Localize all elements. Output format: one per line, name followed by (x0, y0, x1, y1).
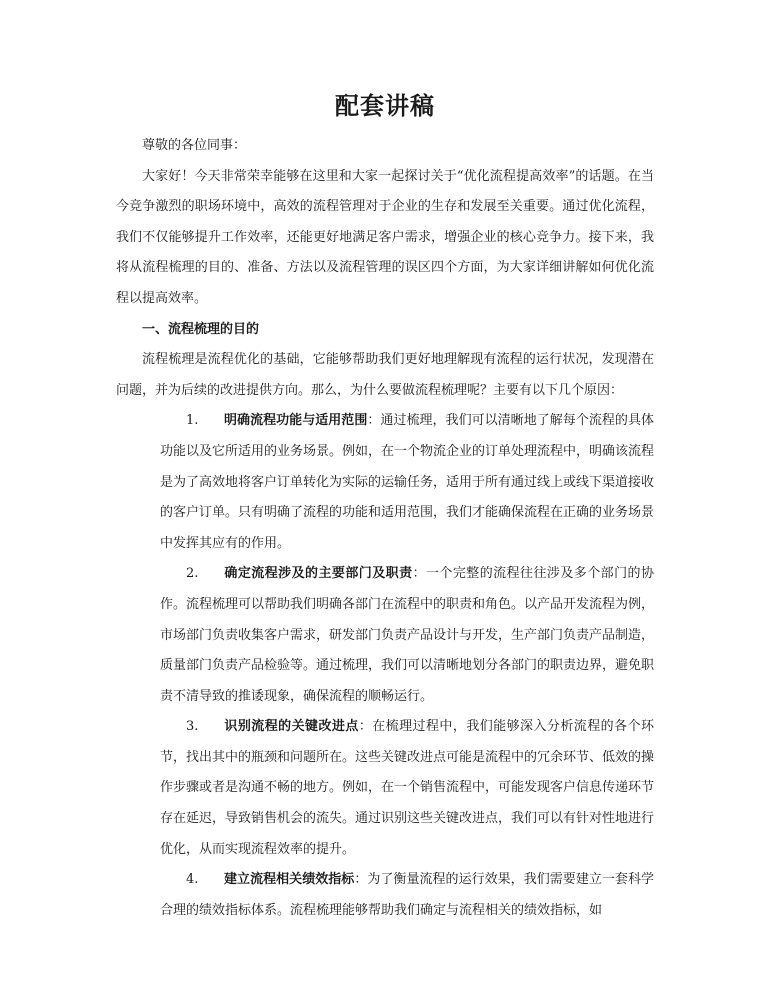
list-item-heading: 建立流程相关绩效指标 (224, 872, 355, 888)
list-item-number: 2. (186, 566, 199, 582)
list-item-body: ：在梳理过程中，我们能够深入分析流程的各个环节，找出其中的瓶颈和问题所在。这些关键改进点可能是流程中的冗余环节、低效的操作步骤或者是沟通不畅的地方。例如，在一个销售流程中，可能发现客户信息传递环节存在延迟，导致销售机会的流失。通过识别这些关键改进点，我们可以有针对性地进行优化，从而实现流程效率的提升。 (160, 719, 655, 857)
list-item-heading: 确定流程涉及的主要部门及职责 (224, 566, 413, 582)
list-item-number: 3. (186, 719, 199, 735)
list-item-number: 1. (186, 413, 199, 429)
salutation: 尊敬的各位同事： (142, 138, 247, 153)
list-item (160, 406, 654, 559)
list-item (160, 559, 654, 712)
list-item-body: ：一个完整的流程往往涉及多个部门的协作。流程梳理可以帮助我们明确各部门在流程中的职责和角色。以产品开发流程为例，市场部门负责收集客户需求，研发部门负责产品设计与开发，生产部门负责产品制造，质量部门负责产品检验等。通过梳理，我们可以清晰地划分各部门的职责边界，避免职责不清导致的推诿现象，确保流程的顺畅运行。 (160, 566, 655, 704)
list-item-heading: 识别流程的关键改进点 (224, 719, 359, 735)
list-item (160, 712, 654, 865)
list-item (160, 865, 654, 926)
section-heading: 一、流程梳理的目的 (142, 321, 260, 337)
list-item-body: ：通过梳理，我们可以清晰地了解每个流程的具体功能以及它所适用的业务场景。例如，在一个物流企业的订单处理流程中，明确该流程是为了高效地将客户订单转化为实际的运输任务，适用于所有通过线上或线下渠道接收的客户订单。只有明确了流程的功能和适用范围，我们才能确保流程在正确的业务场景中发挥其应有的作用。 (160, 413, 655, 551)
intro-paragraph: 大家好！今天非常荣幸能够在这里和大家一起探讨关于“优化流程提高效率”的话题。在当今竞争激烈的职场环境中，高效的流程管理对于企业的生存和发展至关重要。通过优化流程，我们不仅能够提升工作效率，还能更好地满足客户需求，增强企业的核心竞争力。接下来，我将从流程梳理的目的、准备、方法以及流程管理的误区四个方面，为大家详细讲解如何优化流程以提高效率。 (116, 168, 654, 306)
list-item-body: ：为了衡量流程的运行效果，我们需要建立一套科学合理的绩效指标体系。流程梳理能够帮助我们确定与流程相关的绩效指标，如 (160, 872, 654, 918)
section-paragraph: 流程梳理是流程优化的基础，它能够帮助我们更好地理解现有流程的运行状况，发现潜在问题，并为后续的改进提供方向。那么，为什么要做流程梳理呢？主要有以下几个原因： (116, 352, 654, 398)
list-item-heading: 明确流程功能与适用范围 (224, 413, 368, 429)
document-title: 配套讲稿 (335, 91, 435, 120)
reasons-list (116, 406, 654, 926)
list-item-number: 4. (186, 872, 199, 888)
